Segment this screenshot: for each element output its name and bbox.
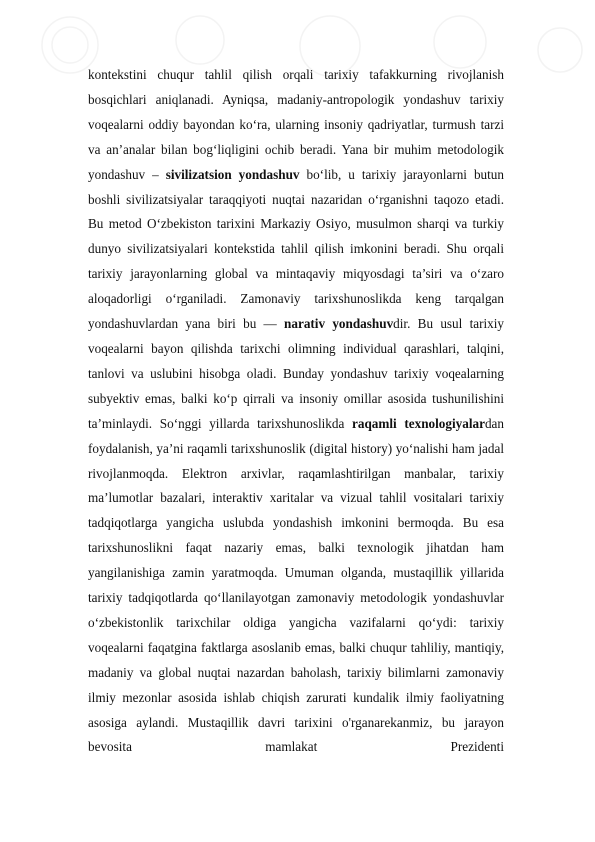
document-body [88,63,504,760]
text-segment: dan foydalanish, ya’ni raqamli tarixshunoslik (digital history) yo‘nalishi ham jadal rivojlanmoqda. Elektron arxivlar, raqamlashtirilgan manbalar, tarixiy ma’lumotlar bazalari, interaktiv xaritalar va vizual tahlil vositalari tarixiy tadqiqotlarga yangicha uslubda yondashish imkonini bermoqda. Bu esa tarixshunoslikni faqat nazariy emas, balki texnologik jihatdan ham yangilanishiga zamin yaratmoqda. Umuman olganda, mustaqillik yillarida tarixiy tadqiqotlarda qo‘llanilayotgan zamonaviy metodologik yondashuvlar o‘zbekistonlik tarixchilar oldiga yangicha vazifalarni qo‘ydi: tarixiy voqealarni faqatgina faktlarga asoslanib emas, balki chuqur tahliliy, mantiqiy, madaniy va global nuqtai nazardan baholash, tarixiy bilimlarni zamonaviy ilmiy mezonlar asosida ishlab chiqish zarurati kundalik ilmiy faoliyatning asosiga aylandi. Mustaqillik davri tarixini o'rganarekanmiz, bu jarayon bevosita mamlakat Prezidenti [88,415,504,755]
text-segment: bo‘lib, u tarixiy jarayonlarni butun boshli sivilizatsiyalar taraqqiyoti nuqtai nazaridan o‘rganishni taqozo etadi. Bu metod O‘zbekiston tarixini Markaziy Osiyo, musulmon sharqi va turkiy dunyo sivilizatsiyalari kontekstida tahlil qilish imkonini beradi. Shu orqali tarixiy jarayonlarning global va mintaqaviy miqyosdagi ta’siri va o‘zaro aloqadorligi o‘rganiladi. Zamonaviy tarixshunoslikda keng tarqalgan yondashuvlardan yana biri bu — [88,166,504,332]
bold-term: raqamli texnologiyalar [352,415,485,431]
text-segment: kontekstini chuqur tahlil qilish orqali tarixiy tafakkurning rivojlanish bosqichlari aniqlanadi. Ayniqsa, madaniy-antropologik yondashuv tarixiy voqealarni oddiy bayondan ko‘ra, ularning insoniy qadriyatlar, turmush tarzi va an’analar bilan bog‘liqligini ochib beradi. Yana bir muhim metodologik yondashuv – [88,67,504,182]
bold-term: narativ yondashuv [284,316,394,332]
text-segment: dir. Bu usul tarixiy voqealarni bayon qilishda tarixchi olimning individual qarashlari, talqini, tanlovi va uslubini hisobga oladi. Bunday yondashuv tarixiy voqealarning subyektiv emas, balki ko‘p qirrali va insoniy omillar asosida tushunilishini ta’minlaydi. So‘nggi yillarda tarixshunoslikda [88,316,504,431]
body-paragraph [88,63,504,760]
bold-term: sivilizatsion yondashuv [165,166,300,182]
